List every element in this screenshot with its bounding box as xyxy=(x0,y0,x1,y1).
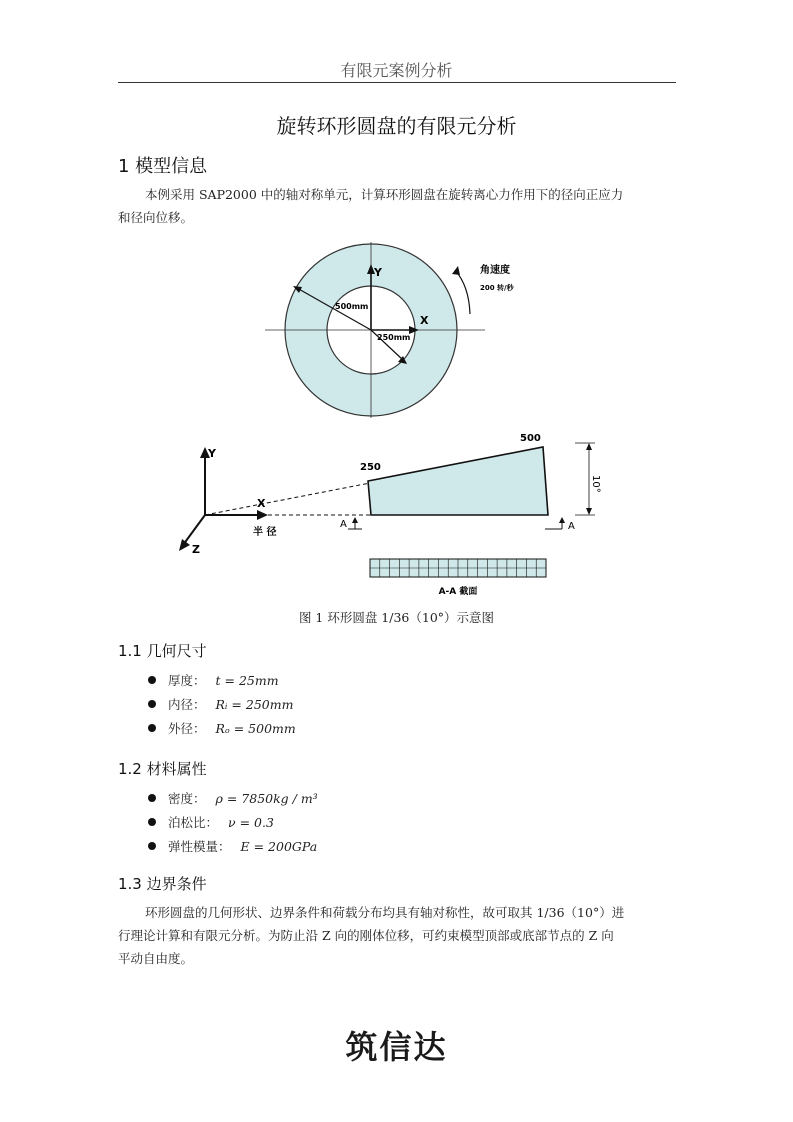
section-mesh xyxy=(370,559,546,577)
bullet-icon xyxy=(148,794,156,802)
section1-paragraph xyxy=(118,183,678,229)
material-item: 泊松比： ν = 0.3 xyxy=(148,813,274,831)
geometry-item: 内径： Rᵢ = 250mm xyxy=(148,695,293,713)
angle-label: 10° xyxy=(590,475,601,493)
inner-radius-label: 250mm xyxy=(377,333,411,342)
section1-3-paragraph xyxy=(118,901,678,970)
material-item: 弹性模量： E = 200GPa xyxy=(148,837,317,855)
disk-sector-diagram xyxy=(165,425,625,605)
top-axis-x-label: X xyxy=(420,314,429,327)
footer-logo xyxy=(0,1022,793,1068)
bullet-icon xyxy=(148,818,156,826)
material-item: 密度： ρ = 7850kg / m³ xyxy=(148,789,318,807)
bullet-icon xyxy=(148,676,156,684)
figure-caption: 图 1 环形圆盘 1/36（10°）示意图 xyxy=(298,610,495,625)
footer-logo-text: 筑信达 xyxy=(345,1028,448,1066)
disk-top-view-diagram xyxy=(255,236,545,426)
header-rule xyxy=(118,82,676,83)
sector-shape xyxy=(368,447,548,515)
section1-para-line1: 本例采用 SAP2000 中的轴对称单元，计算环形圆盘在旋转离心力作用下的径向正应力 xyxy=(145,187,624,202)
bullet-icon xyxy=(148,700,156,708)
section1-para-line2: 和径向位移。 xyxy=(118,210,194,225)
bullet-icon xyxy=(148,724,156,732)
section-heading-model-info: 1 模型信息 xyxy=(118,156,208,177)
header-title: 有限元案例分析 xyxy=(340,61,453,80)
geometry-item: 厚度： t = 25mm xyxy=(148,671,279,689)
angular-velocity-value: 200 转/秒 xyxy=(480,284,514,292)
geometry-item: 外径： Rₒ = 500mm xyxy=(148,719,296,737)
bullet-icon xyxy=(148,842,156,850)
side-axis-z-label: Z xyxy=(192,543,200,556)
inner-radius-value: 250 xyxy=(360,462,381,473)
section-heading-material: 1.2 材料属性 xyxy=(118,760,207,778)
side-axis-y-label: Y xyxy=(208,447,216,460)
section-mark-right: A xyxy=(568,521,575,532)
top-axis-y-label: Y xyxy=(374,266,382,279)
side-axis-x-label: X xyxy=(257,497,266,510)
document-title: 旋转环形圆盘的有限元分析 xyxy=(276,114,517,138)
section-caption: A-A 截面 xyxy=(438,587,478,597)
section1-3-line1: 环形圆盘的几何形状、边界条件和荷载分布均具有轴对称性，故可取其 1/36（10°）进 xyxy=(145,905,625,920)
angular-velocity-label: 角速度 xyxy=(480,265,510,276)
section1-3-line3: 平动自由度。 xyxy=(118,951,194,966)
section-heading-boundary: 1.3 边界条件 xyxy=(118,875,207,893)
section-mark-left: A xyxy=(340,519,347,530)
section1-3-line2: 行理论计算和有限元分析。为防止沿 Z 向的刚体位移，可约束模型顶部或底部节点的 Z 向 xyxy=(118,928,614,943)
outer-radius-label: 500mm xyxy=(335,302,369,311)
section-heading-geometry: 1.1 几何尺寸 xyxy=(118,642,207,660)
outer-radius-value: 500 xyxy=(520,433,541,444)
radius-label: 半 径 xyxy=(253,527,277,538)
